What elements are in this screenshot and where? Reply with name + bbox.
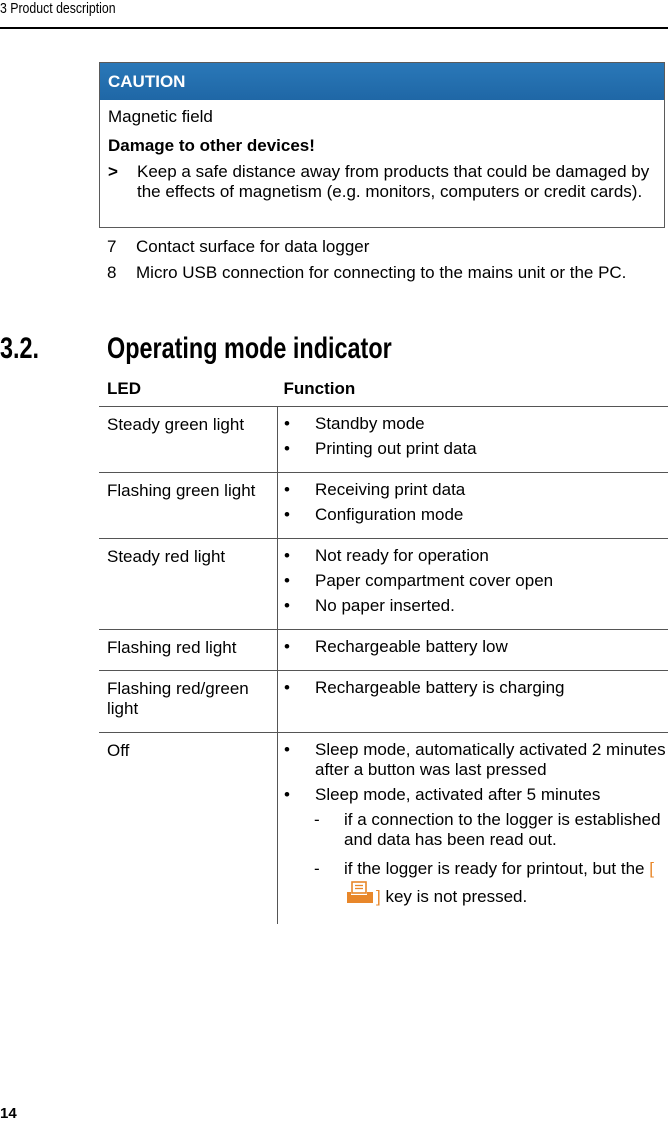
function-subitem: - if the logger is ready for printout, but the [] key is not pressed.: [314, 859, 654, 906]
caution-consequence: Damage to other devices!: [108, 136, 315, 155]
function-cell: [278, 407, 668, 473]
function-item: • Rechargeable battery is charging: [284, 678, 565, 697]
led-state: Off: [99, 733, 278, 925]
running-header: 3 Product description: [0, 0, 116, 17]
function-cell: [278, 473, 668, 539]
list-item-number: 7: [107, 237, 117, 256]
table-row: [99, 539, 668, 630]
caution-step-text: Keep a safe distance away from products that could be damaged by the effects of magnetism (e.g. monitors, computers or credit cards).: [137, 162, 650, 201]
step-marker: >: [108, 162, 118, 181]
section-title: Operating mode indicator: [107, 332, 392, 365]
table-row: [99, 733, 668, 925]
led-state: Flashing green light: [99, 473, 278, 539]
caution-label: CAUTION: [100, 63, 664, 100]
page-number: 14: [0, 1105, 17, 1122]
led-state: Steady green light: [99, 407, 278, 473]
function-item: • Standby mode: [284, 414, 425, 433]
led-table: [99, 371, 668, 924]
table-row: [99, 407, 668, 473]
print-key-ref: []: [344, 859, 654, 906]
function-item: • No paper inserted.: [284, 596, 455, 615]
column-header-led: LED: [99, 371, 278, 407]
component-list: [107, 237, 652, 289]
function-item: • Sleep mode, activated after 5 minutes: [284, 785, 601, 804]
function-item: • Receiving print data: [284, 480, 466, 499]
led-state: Flashing red/green light: [99, 671, 278, 733]
table-header-row: [99, 371, 668, 407]
function-cell: [278, 671, 668, 733]
header-rule: [0, 27, 668, 29]
list-item: [107, 263, 652, 283]
function-item: • Paper compartment cover open: [284, 571, 554, 590]
led-state: Steady red light: [99, 539, 278, 630]
table-row: [99, 473, 668, 539]
function-item: • Not ready for operation: [284, 546, 489, 565]
caution-hazard: Magnetic field: [108, 107, 213, 126]
table-row: [99, 671, 668, 733]
led-state: Flashing red light: [99, 630, 278, 671]
function-cell: [278, 733, 668, 925]
list-item-text: Contact surface for data logger: [136, 237, 370, 256]
table-row: [99, 630, 668, 671]
function-item: • Rechargeable battery low: [284, 637, 508, 656]
function-item: • Configuration mode: [284, 505, 464, 524]
function-cell: [278, 539, 668, 630]
caution-box: [99, 62, 665, 228]
section-heading: [0, 330, 668, 370]
function-item: • Sleep mode, automatically activated 2 minutes after a button was last pressed: [284, 740, 666, 779]
function-cell: [278, 630, 668, 671]
function-item: • Printing out print data: [284, 439, 477, 458]
list-item: [107, 237, 652, 257]
function-subitem: - if a connection to the logger is established and data has been read out.: [314, 810, 661, 849]
print-key-icon: [345, 881, 375, 905]
column-header-function: Function: [278, 371, 668, 407]
section-number: 3.2.: [0, 332, 40, 365]
list-item-number: 8: [107, 263, 117, 282]
caution-step: [108, 162, 656, 202]
list-item-text: Micro USB connection for connecting to the mains unit or the PC.: [136, 263, 627, 282]
